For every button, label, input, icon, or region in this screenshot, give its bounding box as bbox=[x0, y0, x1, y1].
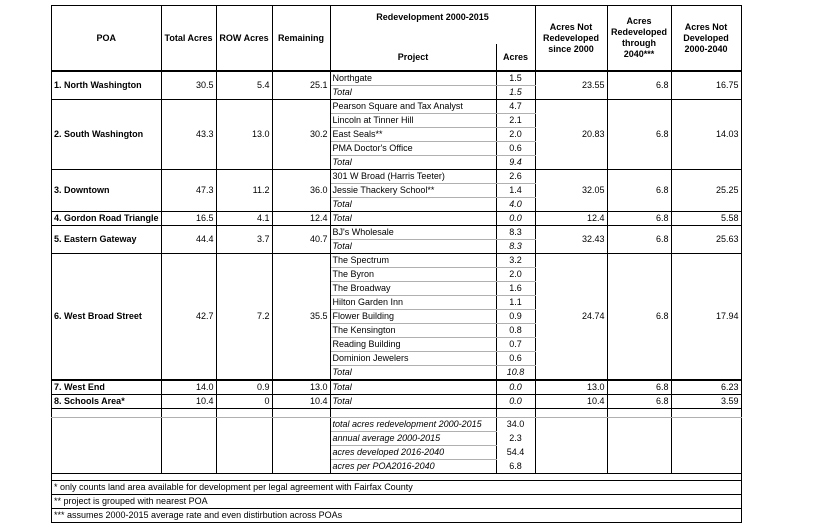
poa-row-acres: 4.1 bbox=[216, 212, 272, 226]
summary-blank-cell bbox=[52, 418, 162, 432]
summary-blank-cell bbox=[671, 446, 741, 460]
summary-blank-cell bbox=[216, 460, 272, 474]
poa-total-acres: 47.3 bbox=[161, 170, 216, 212]
spacer-cell bbox=[671, 409, 741, 418]
summary-label: annual average 2000-2015 bbox=[330, 432, 496, 446]
summary-blank-cell bbox=[272, 446, 330, 460]
project-name: 301 W Broad (Harris Teeter) bbox=[330, 170, 496, 184]
summary-blank-cell bbox=[52, 432, 162, 446]
footnote-spacer-row bbox=[52, 474, 742, 481]
project-name: Reading Building bbox=[330, 338, 496, 352]
summary-spacer-row bbox=[52, 409, 742, 418]
poa-not-developed: 14.03 bbox=[671, 100, 741, 170]
poa-name: 8. Schools Area* bbox=[52, 395, 162, 409]
summary-blank-cell bbox=[52, 460, 162, 474]
poa-remaining: 36.0 bbox=[272, 170, 330, 212]
poa-not-developed: 25.25 bbox=[671, 170, 741, 212]
project-acres: 0.6 bbox=[496, 142, 535, 156]
project-acres: 2.6 bbox=[496, 170, 535, 184]
poa-body bbox=[52, 71, 742, 409]
project-total-acres: 0.0 bbox=[496, 380, 535, 395]
summary-blank-cell bbox=[161, 418, 216, 432]
summary-value: 6.8 bbox=[496, 460, 535, 474]
header-not-redeveloped: Acres Not Redeveloped since 2000 bbox=[535, 6, 607, 72]
summary-blank-cell bbox=[161, 432, 216, 446]
poa-not-developed: 5.58 bbox=[671, 212, 741, 226]
poa-name: 5. Eastern Gateway bbox=[52, 226, 162, 254]
spacer-cell bbox=[607, 409, 671, 418]
project-name: Flower Building bbox=[330, 310, 496, 324]
poa-row bbox=[52, 395, 742, 409]
poa-name: 7. West End bbox=[52, 380, 162, 395]
header-total-acres: Total Acres bbox=[161, 6, 216, 72]
poa-not-redeveloped: 23.55 bbox=[535, 71, 607, 100]
project-acres: 0.6 bbox=[496, 352, 535, 366]
project-total-label: Total bbox=[330, 198, 496, 212]
poa-remaining: 35.5 bbox=[272, 254, 330, 381]
project-acres: 2.1 bbox=[496, 114, 535, 128]
project-total-acres: 4.0 bbox=[496, 198, 535, 212]
poa-not-developed: 6.23 bbox=[671, 380, 741, 395]
project-total-label: Total bbox=[330, 366, 496, 381]
poa-redeveloped-through: 6.8 bbox=[607, 254, 671, 381]
poa-name: 6. West Broad Street bbox=[52, 254, 162, 381]
poa-redeveloped-through: 6.8 bbox=[607, 395, 671, 409]
poa-row-acres: 7.2 bbox=[216, 254, 272, 381]
footnote-text: *** assumes 2000-2015 average rate and even distirbution across POAs bbox=[52, 509, 742, 523]
project-name: Pearson Square and Tax Analyst bbox=[330, 100, 496, 114]
summary-blank-cell bbox=[671, 432, 741, 446]
summary-row bbox=[52, 446, 742, 460]
project-total-label: Total bbox=[330, 156, 496, 170]
poa-redeveloped-through: 6.8 bbox=[607, 212, 671, 226]
poa-not-developed: 16.75 bbox=[671, 71, 741, 100]
project-name: The Byron bbox=[330, 268, 496, 282]
poa-row-acres: 0.9 bbox=[216, 380, 272, 395]
project-total-label: Total bbox=[330, 240, 496, 254]
summary-blank-cell bbox=[607, 432, 671, 446]
poa-total-acres: 10.4 bbox=[161, 395, 216, 409]
header-row-acres: ROW Acres bbox=[216, 6, 272, 72]
footnote-row bbox=[52, 509, 742, 523]
project-acres: 1.4 bbox=[496, 184, 535, 198]
poa-name: 1. North Washington bbox=[52, 71, 162, 100]
project-total-acres: 10.8 bbox=[496, 366, 535, 381]
header-redeveloped-through: Acres Redeveloped through 2040*** bbox=[607, 6, 671, 72]
project-acres: 0.8 bbox=[496, 324, 535, 338]
poa-total-acres: 42.7 bbox=[161, 254, 216, 381]
poa-row bbox=[52, 100, 742, 114]
project-name: The Broadway bbox=[330, 282, 496, 296]
poa-remaining: 10.4 bbox=[272, 395, 330, 409]
poa-remaining: 12.4 bbox=[272, 212, 330, 226]
poa-row bbox=[52, 226, 742, 240]
spacer-cell bbox=[52, 409, 162, 418]
poa-redeveloped-through: 6.8 bbox=[607, 71, 671, 100]
project-total-acres: 0.0 bbox=[496, 212, 535, 226]
poa-remaining: 13.0 bbox=[272, 380, 330, 395]
header-remaining: Remaining bbox=[272, 6, 330, 72]
footnote-row bbox=[52, 481, 742, 495]
poa-row-acres: 0 bbox=[216, 395, 272, 409]
project-acres: 1.5 bbox=[496, 71, 535, 86]
poa-not-redeveloped: 20.83 bbox=[535, 100, 607, 170]
header-not-developed: Acres Not Developed 2000-2040 bbox=[671, 6, 741, 72]
poa-not-redeveloped: 12.4 bbox=[535, 212, 607, 226]
project-name: The Kensington bbox=[330, 324, 496, 338]
summary-blank-cell bbox=[216, 418, 272, 432]
footnote-body bbox=[52, 474, 742, 523]
project-total-label: Total bbox=[330, 212, 496, 226]
project-acres: 1.1 bbox=[496, 296, 535, 310]
header-acres: Acres bbox=[496, 44, 535, 71]
project-acres: 4.7 bbox=[496, 100, 535, 114]
spacer-cell bbox=[216, 409, 272, 418]
poa-redeveloped-through: 6.8 bbox=[607, 100, 671, 170]
header-project: Project bbox=[330, 44, 496, 71]
poa-redevelopment-table bbox=[51, 5, 742, 523]
project-total-acres: 1.5 bbox=[496, 86, 535, 100]
summary-blank-cell bbox=[52, 446, 162, 460]
project-name: Northgate bbox=[330, 71, 496, 86]
project-name: PMA Doctor's Office bbox=[330, 142, 496, 156]
summary-blank-cell bbox=[272, 460, 330, 474]
poa-name: 2. South Washington bbox=[52, 100, 162, 170]
summary-blank-cell bbox=[535, 460, 607, 474]
summary-blank-cell bbox=[216, 432, 272, 446]
spacer-cell bbox=[330, 409, 496, 418]
project-name: The Spectrum bbox=[330, 254, 496, 268]
summary-row bbox=[52, 418, 742, 432]
project-total-label: Total bbox=[330, 380, 496, 395]
summary-blank-cell bbox=[272, 432, 330, 446]
project-acres: 2.0 bbox=[496, 268, 535, 282]
poa-not-redeveloped: 24.74 bbox=[535, 254, 607, 381]
spacer-cell bbox=[535, 409, 607, 418]
spacer-cell bbox=[52, 474, 742, 481]
poa-redeveloped-through: 6.8 bbox=[607, 170, 671, 212]
poa-not-redeveloped: 32.43 bbox=[535, 226, 607, 254]
project-name: East Seals** bbox=[330, 128, 496, 142]
poa-total-acres: 44.4 bbox=[161, 226, 216, 254]
poa-row-acres: 11.2 bbox=[216, 170, 272, 212]
summary-blank-cell bbox=[216, 446, 272, 460]
summary-blank-cell bbox=[671, 460, 741, 474]
project-acres: 3.2 bbox=[496, 254, 535, 268]
project-name: Lincoln at Tinner Hill bbox=[330, 114, 496, 128]
summary-blank-cell bbox=[535, 432, 607, 446]
project-name: BJ's Wholesale bbox=[330, 226, 496, 240]
footnote-text: ** project is grouped with nearest POA bbox=[52, 495, 742, 509]
poa-not-developed: 17.94 bbox=[671, 254, 741, 381]
poa-not-redeveloped: 10.4 bbox=[535, 395, 607, 409]
project-name: Hilton Garden Inn bbox=[330, 296, 496, 310]
summary-blank-cell bbox=[161, 446, 216, 460]
poa-row-acres: 5.4 bbox=[216, 71, 272, 100]
project-name: Jessie Thackery School** bbox=[330, 184, 496, 198]
poa-redeveloped-through: 6.8 bbox=[607, 380, 671, 395]
spacer-cell bbox=[161, 409, 216, 418]
summary-blank-cell bbox=[607, 460, 671, 474]
header-poa: POA bbox=[52, 6, 162, 72]
project-acres: 0.7 bbox=[496, 338, 535, 352]
footnote-text: * only counts land area available for development per legal agreement with Fairfax County bbox=[52, 481, 742, 495]
poa-not-developed: 3.59 bbox=[671, 395, 741, 409]
poa-remaining: 30.2 bbox=[272, 100, 330, 170]
summary-blank-cell bbox=[161, 460, 216, 474]
project-total-label: Total bbox=[330, 395, 496, 409]
project-acres: 8.3 bbox=[496, 226, 535, 240]
poa-name: 3. Downtown bbox=[52, 170, 162, 212]
project-total-label: Total bbox=[330, 86, 496, 100]
poa-not-redeveloped: 32.05 bbox=[535, 170, 607, 212]
poa-row-acres: 3.7 bbox=[216, 226, 272, 254]
poa-row bbox=[52, 71, 742, 86]
spacer-cell bbox=[272, 409, 330, 418]
project-acres: 1.6 bbox=[496, 282, 535, 296]
header-redevelopment-group: Redevelopment 2000-2015 bbox=[330, 6, 535, 45]
summary-blank-cell bbox=[607, 418, 671, 432]
summary-blank-cell bbox=[671, 418, 741, 432]
summary-value: 54.4 bbox=[496, 446, 535, 460]
poa-total-acres: 16.5 bbox=[161, 212, 216, 226]
project-total-acres: 8.3 bbox=[496, 240, 535, 254]
poa-remaining: 40.7 bbox=[272, 226, 330, 254]
footnote-row bbox=[52, 495, 742, 509]
spacer-cell bbox=[496, 409, 535, 418]
poa-redeveloped-through: 6.8 bbox=[607, 226, 671, 254]
summary-blank-cell bbox=[535, 446, 607, 460]
poa-total-acres: 43.3 bbox=[161, 100, 216, 170]
poa-total-acres: 14.0 bbox=[161, 380, 216, 395]
summary-label: acres per POA2016-2040 bbox=[330, 460, 496, 474]
poa-row-acres: 13.0 bbox=[216, 100, 272, 170]
summary-blank-cell bbox=[272, 418, 330, 432]
project-acres: 2.0 bbox=[496, 128, 535, 142]
project-total-acres: 9.4 bbox=[496, 156, 535, 170]
project-acres: 0.9 bbox=[496, 310, 535, 324]
summary-row bbox=[52, 432, 742, 446]
poa-total-acres: 30.5 bbox=[161, 71, 216, 100]
summary-label: acres developed 2016-2040 bbox=[330, 446, 496, 460]
project-name: Dominion Jewelers bbox=[330, 352, 496, 366]
summary-body bbox=[52, 409, 742, 474]
summary-blank-cell bbox=[535, 418, 607, 432]
summary-value: 2.3 bbox=[496, 432, 535, 446]
poa-name: 4. Gordon Road Triangle bbox=[52, 212, 162, 226]
summary-label: total acres redevelopment 2000-2015 bbox=[330, 418, 496, 432]
poa-row bbox=[52, 170, 742, 184]
summary-value: 34.0 bbox=[496, 418, 535, 432]
summary-blank-cell bbox=[607, 446, 671, 460]
poa-remaining: 25.1 bbox=[272, 71, 330, 100]
project-total-acres: 0.0 bbox=[496, 395, 535, 409]
poa-row bbox=[52, 380, 742, 395]
poa-row bbox=[52, 212, 742, 226]
summary-row bbox=[52, 460, 742, 474]
poa-row bbox=[52, 254, 742, 268]
poa-not-redeveloped: 13.0 bbox=[535, 380, 607, 395]
poa-not-developed: 25.63 bbox=[671, 226, 741, 254]
